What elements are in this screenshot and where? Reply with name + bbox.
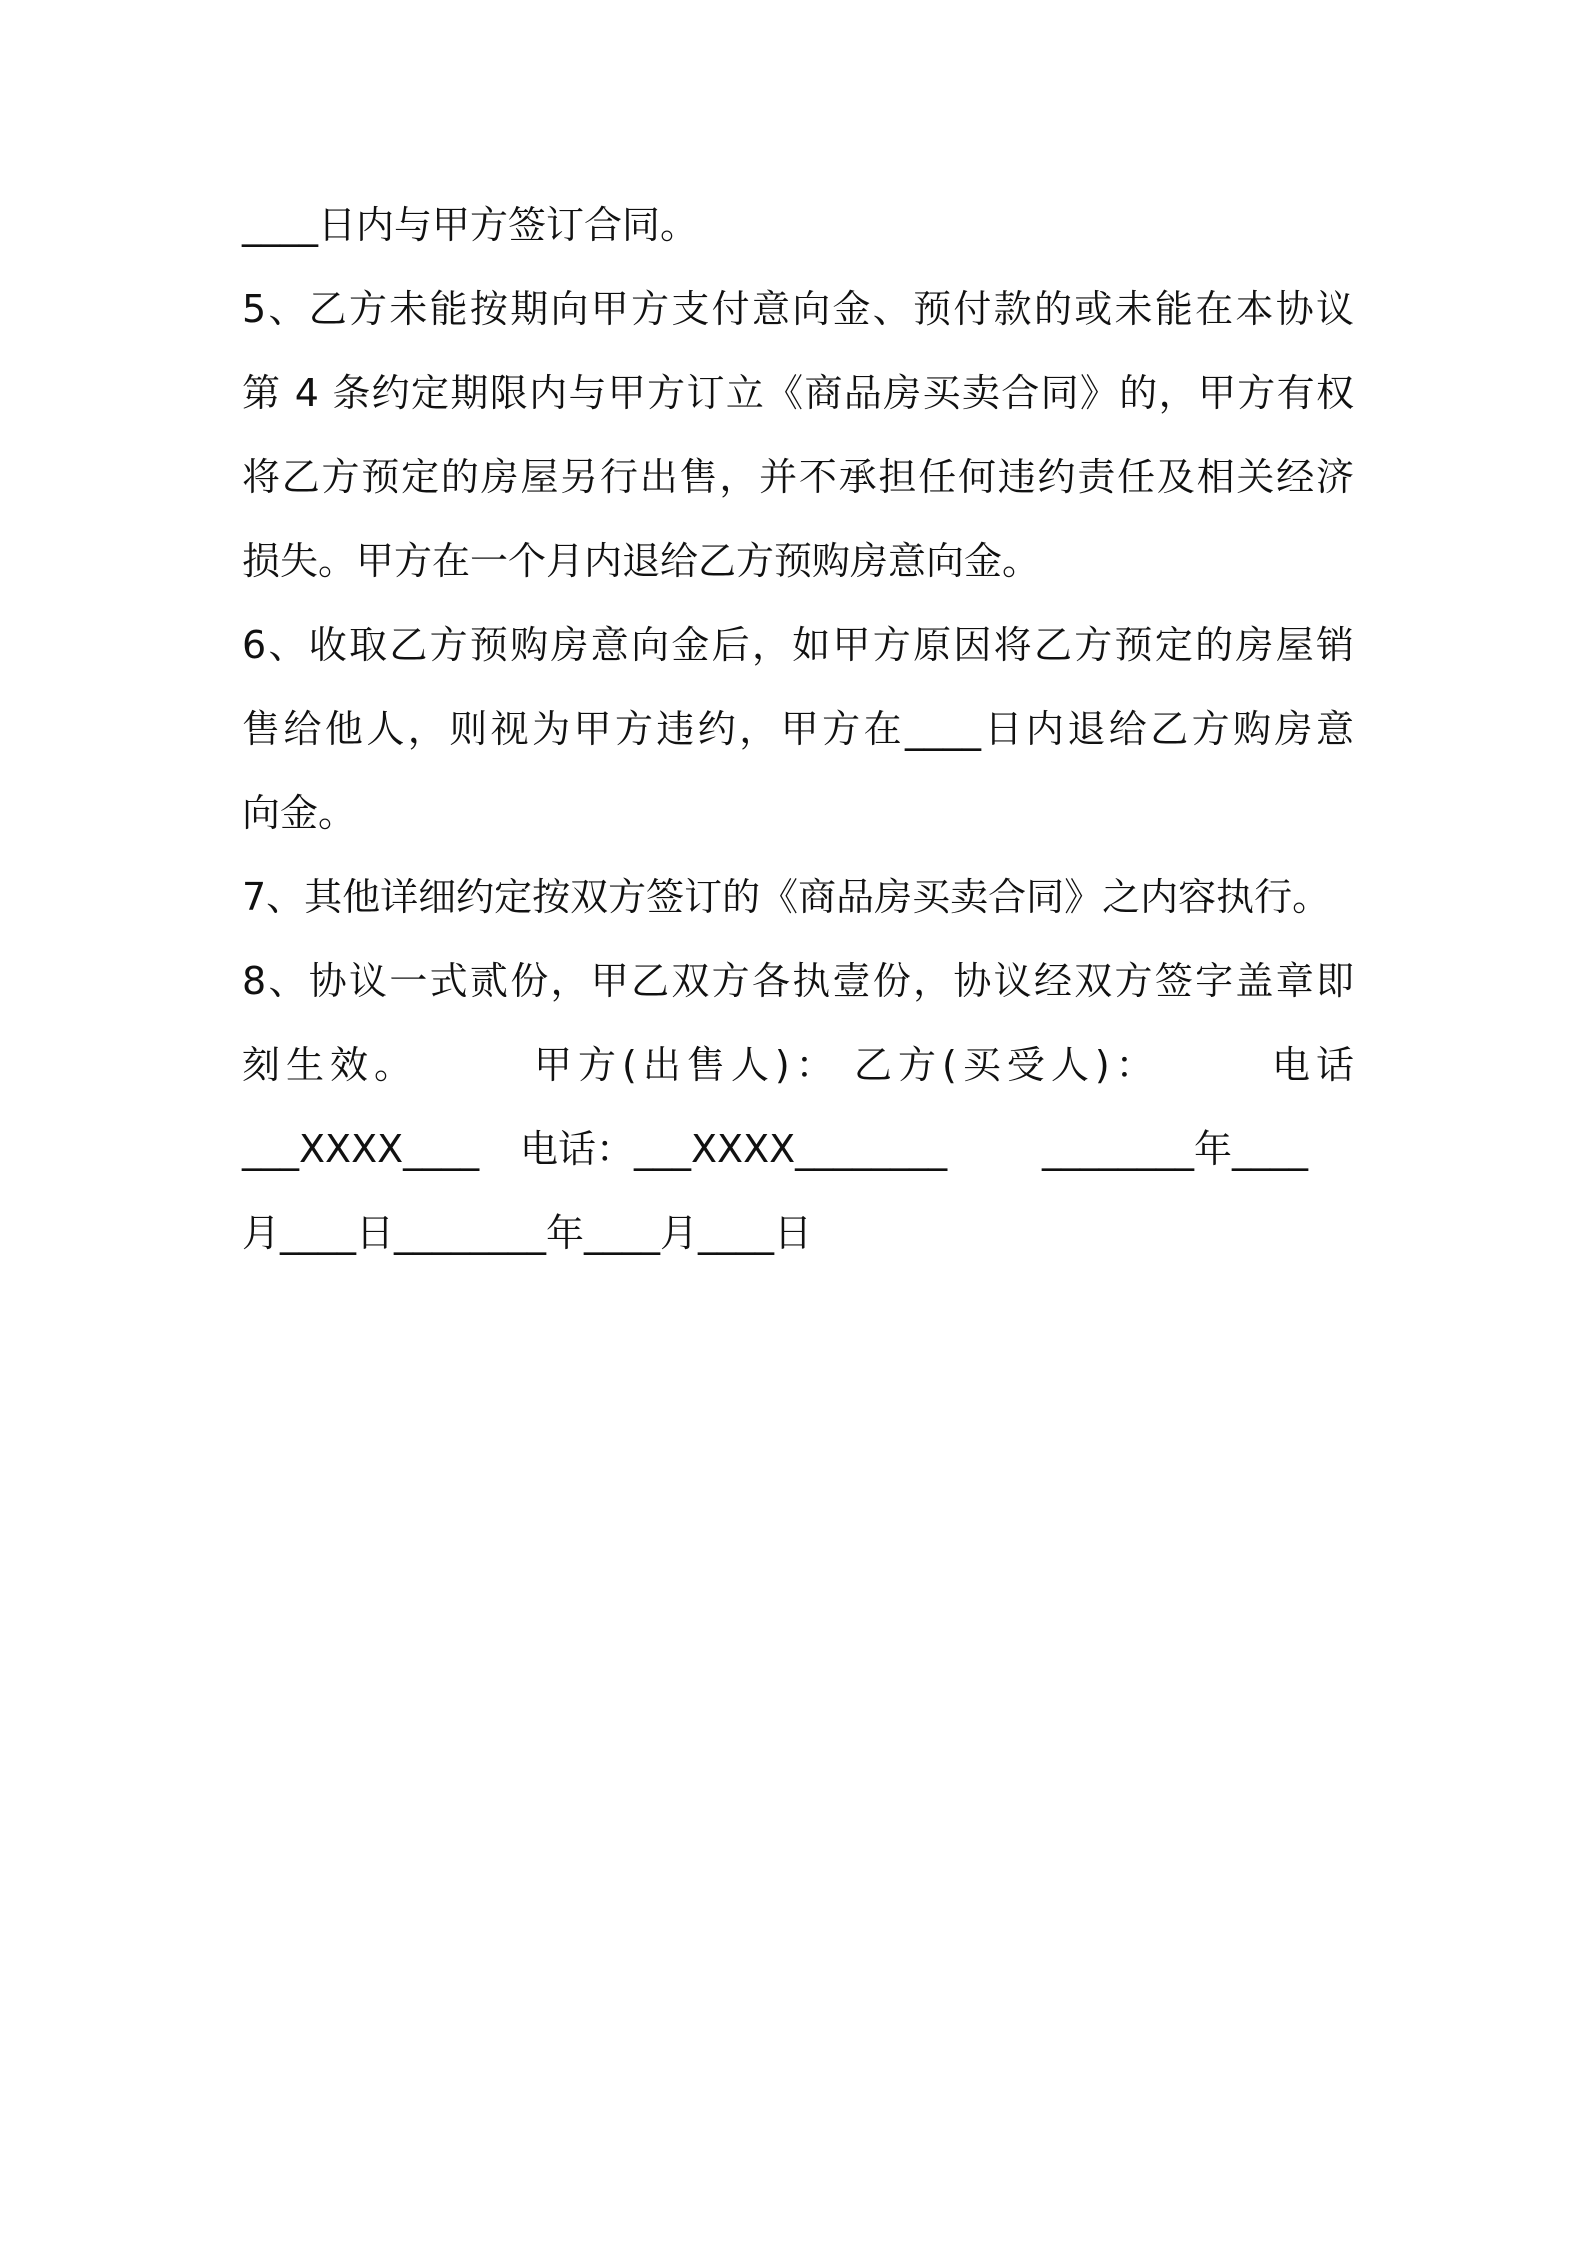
- clause-8-line-1: 8、协议一式贰份，甲乙双方各执壹份，协议经双方签字盖章即: [242, 959, 1354, 1003]
- date-a-part: ________年____: [1042, 1127, 1309, 1171]
- phone-row: [242, 1124, 1354, 1174]
- clause-5-line-4: 损失。甲方在一个月内退给乙方预购房意向金。: [242, 539, 1041, 583]
- clause-5-line-2: 第 4 条约定期限内与甲方订立《商品房买卖合同》的，甲方有权: [242, 371, 1354, 415]
- clause-6-line-2: 售给他人，则视为甲方违约，甲方在____日内退给乙方购房意: [242, 707, 1354, 751]
- phone-a-value: ___XXXX____: [242, 1127, 480, 1171]
- date-row: 月____日________年____月____日: [242, 1211, 813, 1255]
- phone-b-value: 电话：___XXXX________: [520, 1127, 948, 1171]
- signature-row: [242, 1040, 1361, 1090]
- clause-5-line-1: 5、乙方未能按期向甲方支付意向金、预付款的或未能在本协议: [242, 287, 1354, 331]
- party-b-label: 乙方(买受人)：: [854, 1043, 1160, 1087]
- clause-6-line-3: 向金。: [242, 791, 357, 835]
- text-line-1: ____日内与甲方签订合同。: [242, 203, 699, 247]
- clause-6-line-1: 6、收取乙方预购房意向金后，如甲方原因将乙方预定的房屋销: [242, 623, 1354, 667]
- party-a-label: 甲方(出售人)：: [534, 1043, 840, 1087]
- clause-5-line-3: 将乙方预定的房屋另行出售，并不承担任何违约责任及相关经济: [242, 455, 1354, 499]
- phone-label: 电话: [1272, 1043, 1361, 1087]
- clause-7-line: 7、其他详细约定按双方签订的《商品房买卖合同》之内容执行。: [242, 875, 1331, 919]
- effect-text: 刻生效。: [242, 1043, 419, 1087]
